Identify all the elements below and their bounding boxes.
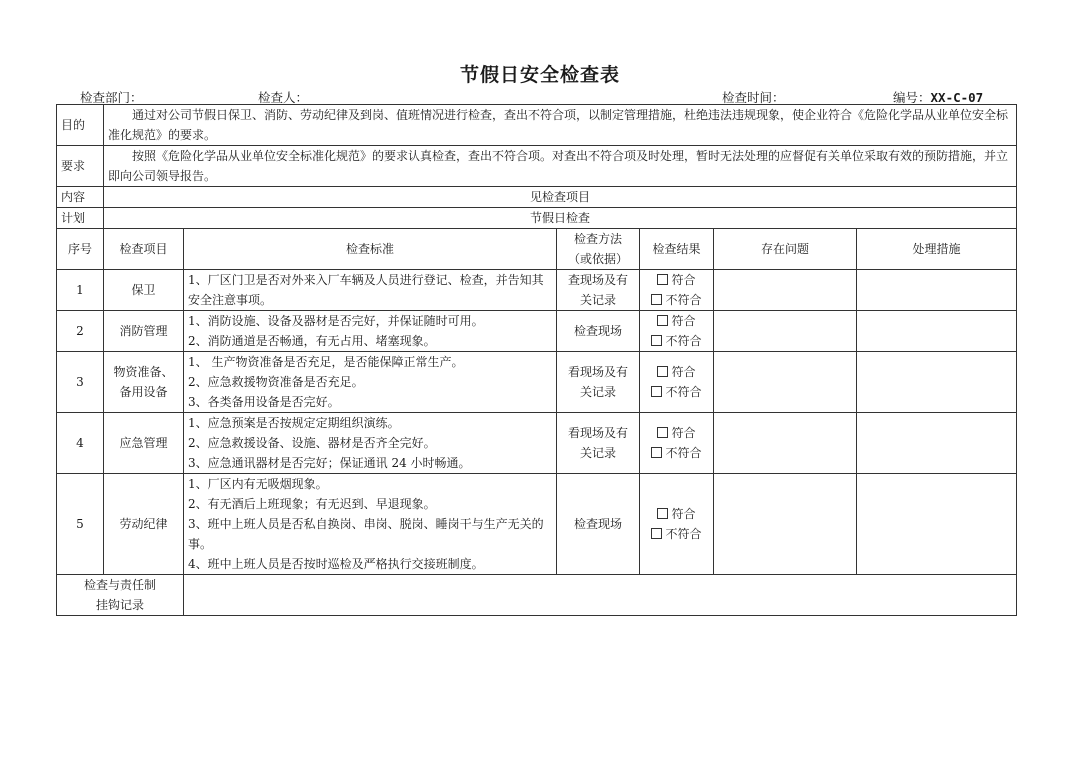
purpose-text: 通过对公司节假日保卫、消防、劳动纪律及到岗、值班情况进行检查，查出不符合项，以制定管理措施，杜绝违法违规现象，使企业符合《危险化学品从业单位安全标准化规范》的要求。 xyxy=(104,105,1017,146)
page-title: 节假日安全检查表 xyxy=(459,64,620,86)
plan-label: 计划 xyxy=(57,208,104,229)
method-line: 检查现场 xyxy=(573,517,622,531)
method-line: 检查现场 xyxy=(573,324,622,338)
method-line: 关记录 xyxy=(579,446,616,460)
row-seq: 1 xyxy=(57,270,104,311)
row-item-line: 保卫 xyxy=(131,283,156,297)
standard-line: 1、消防设施、设备及器材是否完好，并保证随时可用。 xyxy=(188,314,484,328)
checkbox-icon[interactable] xyxy=(657,366,668,377)
checkbox-fail[interactable] xyxy=(644,290,709,310)
table-row xyxy=(57,413,1017,474)
col-result: 检查结果 xyxy=(640,229,714,270)
checkbox-icon[interactable] xyxy=(651,528,662,539)
row-method xyxy=(557,474,640,575)
checkbox-label: 符合 xyxy=(671,365,696,379)
checkbox-label: 符合 xyxy=(671,273,696,287)
checkbox-label: 不符合 xyxy=(665,334,702,348)
table-row xyxy=(57,311,1017,352)
requirement-row xyxy=(57,146,1017,187)
requirement-label: 要求 xyxy=(57,146,104,187)
checkbox-icon[interactable] xyxy=(651,447,662,458)
checkbox-icon[interactable] xyxy=(651,335,662,346)
row-item xyxy=(104,270,184,311)
purpose-label: 目的 xyxy=(57,105,104,146)
checkbox-icon[interactable] xyxy=(657,508,668,519)
plan-row xyxy=(57,208,1017,229)
row-measures-cell[interactable] xyxy=(857,413,1017,474)
column-header-row xyxy=(57,229,1017,270)
checkbox-label: 符合 xyxy=(671,507,696,521)
row-seq: 4 xyxy=(57,413,104,474)
row-seq: 2 xyxy=(57,311,104,352)
checkbox-label: 不符合 xyxy=(665,293,702,307)
row-standard xyxy=(184,413,557,474)
row-method xyxy=(557,311,640,352)
standard-line: 1、应急预案是否按规定定期组织演练。 xyxy=(188,416,400,430)
col-standard: 检查标准 xyxy=(184,229,557,270)
row-item xyxy=(104,474,184,575)
content-row xyxy=(57,187,1017,208)
purpose-row xyxy=(57,105,1017,146)
row-standard xyxy=(184,270,557,311)
row-item xyxy=(104,352,184,413)
checkbox-pass[interactable] xyxy=(644,423,709,443)
checkbox-icon[interactable] xyxy=(657,274,668,285)
col-seq: 序号 xyxy=(57,229,104,270)
table-row xyxy=(57,270,1017,311)
row-issues-cell[interactable] xyxy=(714,413,857,474)
method-line: 看现场及有 xyxy=(567,365,628,379)
method-line: 关记录 xyxy=(579,385,616,399)
col-item: 检查项目 xyxy=(104,229,184,270)
col-method xyxy=(557,229,640,270)
row-result xyxy=(640,270,714,311)
row-issues-cell[interactable] xyxy=(714,270,857,311)
standard-line: 1、厂区内有无吸烟现象。 xyxy=(188,477,328,491)
row-standard xyxy=(184,311,557,352)
standard-line: 3、各类备用设备是否完好。 xyxy=(188,395,340,409)
standard-line: 2、应急救援设备、设施、器材是否齐全完好。 xyxy=(188,436,436,450)
row-standard xyxy=(184,352,557,413)
method-line: 查现场及有 xyxy=(567,273,628,287)
checkbox-icon[interactable] xyxy=(651,386,662,397)
row-result xyxy=(640,311,714,352)
row-method xyxy=(557,270,640,311)
standard-line: 4、班中上班人员是否按时巡检及严格执行交接班制度。 xyxy=(188,557,484,571)
checkbox-label: 符合 xyxy=(671,426,696,440)
standard-line: 2、应急救援物资准备是否充足。 xyxy=(188,375,364,389)
footer-row xyxy=(57,575,1017,616)
row-measures-cell[interactable] xyxy=(857,352,1017,413)
checkbox-pass[interactable] xyxy=(644,270,709,290)
checkbox-label: 不符合 xyxy=(665,527,702,541)
table-row xyxy=(57,352,1017,413)
checkbox-fail[interactable] xyxy=(644,382,709,402)
row-issues-cell[interactable] xyxy=(714,352,857,413)
checkbox-fail[interactable] xyxy=(644,443,709,463)
standard-line: 3、应急通讯器材是否完好；保证通讯 24 小时畅通。 xyxy=(188,456,471,470)
footer-label-line2: 挂钩记录 xyxy=(95,598,144,612)
footer-record-cell[interactable] xyxy=(184,575,1017,616)
checkbox-pass[interactable] xyxy=(644,311,709,331)
row-measures-cell[interactable] xyxy=(857,270,1017,311)
content-label: 内容 xyxy=(57,187,104,208)
checkbox-icon[interactable] xyxy=(651,294,662,305)
col-measures: 处理措施 xyxy=(857,229,1017,270)
code-value: XX-C-07 xyxy=(930,90,984,105)
row-item-line: 应急管理 xyxy=(119,436,168,450)
row-item-line: 备用设备 xyxy=(119,385,168,399)
col-method-line2: （或依据） xyxy=(567,252,628,266)
row-standard xyxy=(184,474,557,575)
row-issues-cell[interactable] xyxy=(714,311,857,352)
standard-line: 1、 生产物资准备是否充足，是否能保障正常生产。 xyxy=(188,355,464,369)
checkbox-icon[interactable] xyxy=(657,315,668,326)
col-issues: 存在问题 xyxy=(714,229,857,270)
plan-value: 节假日检查 xyxy=(104,208,1017,229)
row-issues-cell[interactable] xyxy=(714,474,857,575)
checkbox-pass[interactable] xyxy=(644,504,709,524)
checkbox-label: 符合 xyxy=(671,314,696,328)
code-label: 编号： xyxy=(893,90,931,105)
inspection-table xyxy=(56,104,1017,616)
method-line: 关记录 xyxy=(579,293,616,307)
standard-line: 2、有无酒后上班现象；有无迟到、早退现象。 xyxy=(188,497,436,511)
footer-label xyxy=(57,575,184,616)
row-measures-cell[interactable] xyxy=(857,474,1017,575)
checkbox-fail[interactable] xyxy=(644,331,709,351)
standard-line: 3、班中上班人员是否私自换岗、串岗、脱岗、睡岗干与生产无关的事。 xyxy=(188,517,544,551)
row-measures-cell[interactable] xyxy=(857,311,1017,352)
checkbox-icon[interactable] xyxy=(657,427,668,438)
row-seq: 3 xyxy=(57,352,104,413)
row-result xyxy=(640,413,714,474)
dept-label: 检查部门： xyxy=(80,90,143,105)
standard-line: 2、消防通道是否畅通，有无占用、堵塞现象。 xyxy=(188,334,436,348)
row-item-line: 消防管理 xyxy=(119,324,168,338)
standard-line: 1、厂区门卫是否对外来入厂车辆及人员进行登记、检查，并告知其安全注意事项。 xyxy=(188,273,544,307)
row-result xyxy=(640,352,714,413)
row-item-line: 劳动纪律 xyxy=(119,517,168,531)
checkbox-pass[interactable] xyxy=(644,362,709,382)
checkbox-fail[interactable] xyxy=(644,524,709,544)
inspector-label: 检查人： xyxy=(258,90,309,105)
col-method-line1: 检查方法 xyxy=(573,232,622,246)
table-row xyxy=(57,474,1017,575)
checkbox-label: 不符合 xyxy=(665,385,702,399)
row-result xyxy=(640,474,714,575)
row-method xyxy=(557,413,640,474)
content-value: 见检查项目 xyxy=(104,187,1017,208)
row-method xyxy=(557,352,640,413)
row-seq: 5 xyxy=(57,474,104,575)
requirement-text: 按照《危险化学品从业单位安全标准化规范》的要求认真检查，查出不符合项。对查出不符合项及时处理，暂时无法处理的应督促有关单位采取有效的预防措施，并立即向公司领导报告。 xyxy=(104,146,1017,187)
row-item xyxy=(104,311,184,352)
checkbox-label: 不符合 xyxy=(665,446,702,460)
footer-label-line1: 检查与责任制 xyxy=(83,578,156,592)
row-item-line: 物资准备、 xyxy=(113,365,174,379)
time-label: 检查时间： xyxy=(722,90,785,105)
method-line: 看现场及有 xyxy=(567,426,628,440)
row-item xyxy=(104,413,184,474)
